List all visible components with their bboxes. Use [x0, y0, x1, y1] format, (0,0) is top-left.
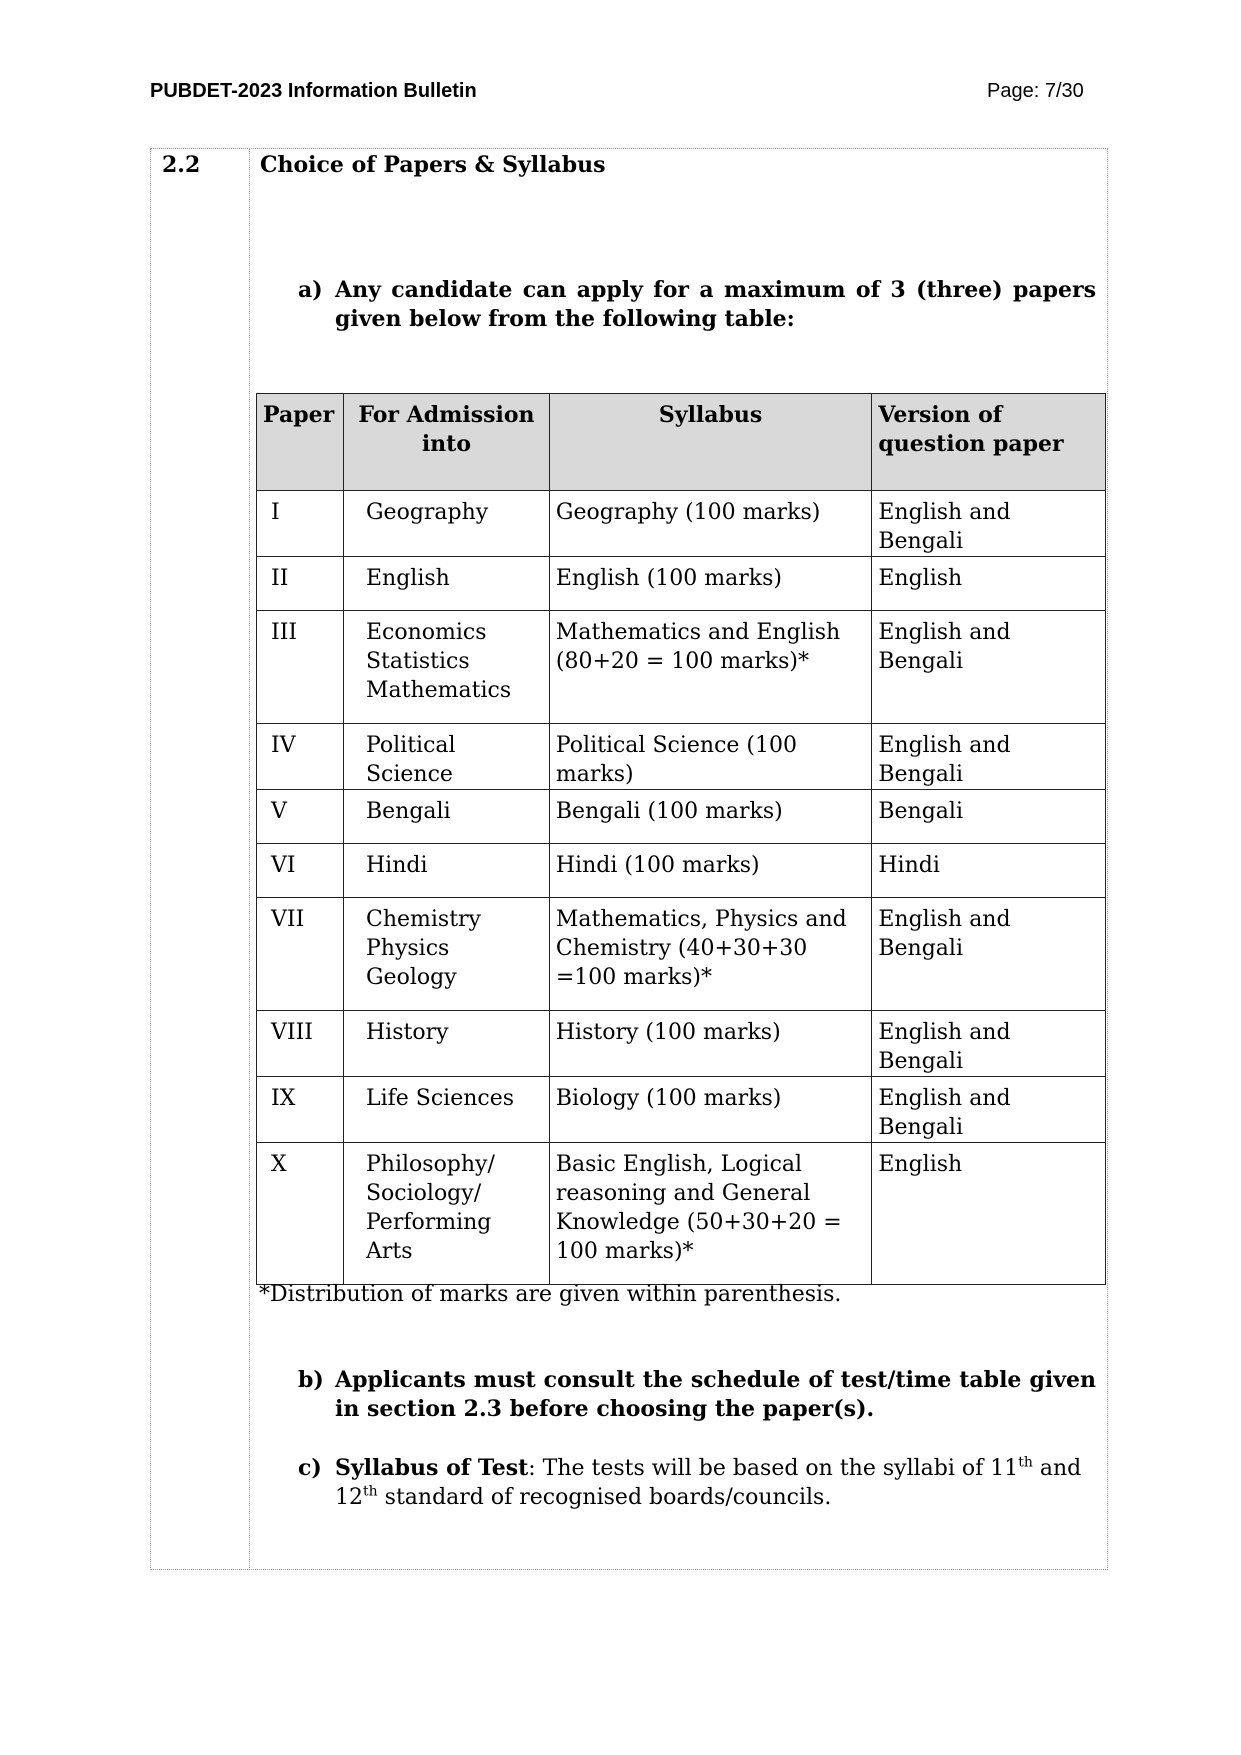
- cell-paper: VIII: [257, 1011, 344, 1077]
- admission-line: Bengali: [365, 799, 451, 824]
- header-paper: Paper: [257, 394, 344, 491]
- admission-line: Philosophy/: [365, 1152, 495, 1177]
- admission-line: Economics: [365, 620, 487, 645]
- table-row: [257, 790, 1106, 844]
- item-c: [298, 1454, 1096, 1514]
- cell-version: Bengali: [872, 790, 1106, 844]
- footnote: *Distribution of marks are given within parenthesis.: [259, 1282, 842, 1307]
- cell-syllabus: English (100 marks): [549, 557, 871, 611]
- item-c-text-3: standard of recognised boards/councils.: [377, 1485, 832, 1510]
- papers-table: [256, 393, 1106, 1285]
- admission-line: Life Sciences: [365, 1086, 515, 1111]
- cell-syllabus: Hindi (100 marks): [549, 844, 871, 898]
- header-admission: For Admission into: [343, 394, 549, 491]
- item-c-label: c): [298, 1455, 322, 1481]
- table-row: [257, 724, 1106, 790]
- item-c-text-2: and 12: [335, 1456, 1082, 1510]
- cell-version: English and Bengali: [872, 724, 1106, 790]
- admission-line: Geology: [365, 965, 457, 990]
- admission-line: History: [365, 1020, 449, 1045]
- cell-admission: [343, 1077, 549, 1143]
- item-c-bold: Syllabus of Test: [335, 1455, 529, 1481]
- cell-paper: V: [257, 790, 344, 844]
- cell-syllabus: Political Science (100 marks): [549, 724, 871, 790]
- section-title: Choice of Papers & Syllabus: [260, 152, 606, 178]
- admission-line: English: [365, 566, 450, 591]
- table-row: [257, 611, 1106, 724]
- cell-version: English: [872, 557, 1106, 611]
- item-a-label: a): [298, 277, 323, 303]
- table-header-row: [257, 394, 1106, 491]
- item-b-text: Applicants must consult the schedule of test/time table given in section 2.3 before choosing the paper(s).: [335, 1367, 1096, 1422]
- cell-syllabus: Bengali (100 marks): [549, 790, 871, 844]
- document-title: PUBDET-2023 Information Bulletin: [150, 80, 477, 102]
- cell-syllabus: Basic English, Logical reasoning and General Knowledge (50+30+20 = 100 marks)*: [549, 1143, 871, 1285]
- cell-paper: X: [257, 1143, 344, 1285]
- cell-admission: [343, 557, 549, 611]
- header-syllabus: Syllabus: [549, 394, 871, 491]
- cell-paper: IX: [257, 1077, 344, 1143]
- item-c-sup-1: th: [1018, 1454, 1033, 1471]
- cell-version: English and Bengali: [872, 491, 1106, 557]
- cell-syllabus: History (100 marks): [549, 1011, 871, 1077]
- admission-line: Performing Arts: [365, 1210, 492, 1264]
- item-a: [298, 276, 1096, 336]
- cell-admission: [343, 1143, 549, 1285]
- item-a-text: Any candidate can apply for a maximum of 3 (three) papers given below from the following table:: [335, 277, 1096, 332]
- cell-syllabus: Biology (100 marks): [549, 1077, 871, 1143]
- item-b-label: b): [298, 1367, 324, 1393]
- cell-admission: [343, 724, 549, 790]
- section-number: 2.2: [162, 152, 201, 178]
- cell-version: English and Bengali: [872, 1077, 1106, 1143]
- item-c-text: [335, 1454, 1096, 1512]
- table-row: [257, 1143, 1106, 1285]
- admission-line: Physics: [365, 936, 450, 961]
- item-b: [298, 1366, 1096, 1426]
- cell-version: Hindi: [872, 844, 1106, 898]
- cell-syllabus: Mathematics, Physics and Chemistry (40+30+30 =100 marks)*: [549, 898, 871, 1011]
- cell-version: English: [872, 1143, 1106, 1285]
- cell-version: English and Bengali: [872, 611, 1106, 724]
- cell-admission: [343, 790, 549, 844]
- cell-admission: [343, 491, 549, 557]
- header-version: Version of question paper: [872, 394, 1106, 491]
- cell-version: English and Bengali: [872, 898, 1106, 1011]
- cell-syllabus: Geography (100 marks): [549, 491, 871, 557]
- table-row: [257, 491, 1106, 557]
- table-row: [257, 1077, 1106, 1143]
- cell-admission: [343, 898, 549, 1011]
- cell-paper: VI: [257, 844, 344, 898]
- table-body: [257, 491, 1106, 1285]
- cell-admission: [343, 611, 549, 724]
- admission-line: Political Science: [365, 733, 456, 787]
- admission-line: Sociology/: [365, 1181, 482, 1206]
- table-row: [257, 844, 1106, 898]
- cell-admission: [343, 1011, 549, 1077]
- table-row: [257, 1011, 1106, 1077]
- cell-paper: VII: [257, 898, 344, 1011]
- column-divider: [249, 148, 250, 1570]
- page-number: Page: 7/30: [987, 80, 1084, 102]
- admission-line: Hindi: [365, 853, 428, 878]
- admission-line: Chemistry: [365, 907, 481, 932]
- table-row: [257, 557, 1106, 611]
- item-c-sup-2: th: [363, 1483, 378, 1500]
- cell-paper: III: [257, 611, 344, 724]
- cell-paper: I: [257, 491, 344, 557]
- admission-line: Geography: [365, 500, 489, 525]
- admission-line: Mathematics: [365, 678, 512, 703]
- admission-line: Statistics: [365, 649, 470, 674]
- cell-paper: II: [257, 557, 344, 611]
- cell-syllabus: Mathematics and English (80+20 = 100 marks)*: [549, 611, 871, 724]
- table-row: [257, 898, 1106, 1011]
- cell-paper: IV: [257, 724, 344, 790]
- cell-version: English and Bengali: [872, 1011, 1106, 1077]
- item-c-text-1: : The tests will be based on the syllabi of 11: [528, 1456, 1019, 1481]
- cell-admission: [343, 844, 549, 898]
